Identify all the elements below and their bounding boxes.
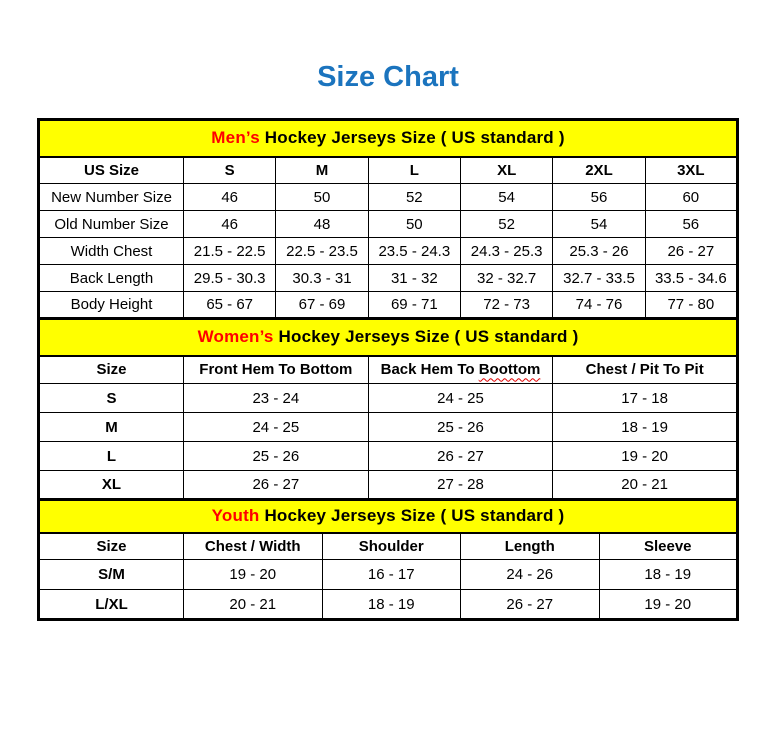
column-header: US Size [39,157,184,184]
row-label: New Number Size [39,184,184,211]
mens-title-text: Hockey Jerseys Size ( US standard ) [259,128,565,148]
table-cell: 24 - 26 [461,560,600,590]
table-cell: 19 - 20 [553,442,738,471]
mens-table-title [39,120,738,157]
table-cell: 26 - 27 [461,590,600,620]
table-cell: 26 - 27 [368,442,553,471]
youth-title-text: Hockey Jerseys Size ( US standard ) [259,506,565,526]
table-cell: 60 [645,184,737,211]
table-cell: 25 - 26 [184,442,369,471]
table-cell: 27 - 28 [368,471,553,500]
row-label: Old Number Size [39,211,184,238]
table-row [39,238,738,265]
table-cell: 52 [368,184,460,211]
table-cell: 17 - 18 [553,384,738,413]
table-cell: 25 - 26 [368,413,553,442]
table-cell: 32 - 32.7 [460,265,552,292]
youth-title-highlight: Youth [211,506,260,526]
table-row [39,560,738,590]
table-cell: 50 [276,184,368,211]
column-header: M [276,157,368,184]
table-cell: 19 - 20 [184,560,323,590]
table-cell: 54 [553,211,645,238]
size-chart [37,118,739,621]
table-cell: 72 - 73 [460,292,552,319]
table-row [39,413,738,442]
row-label: Back Length [39,265,184,292]
column-header: Shoulder [322,533,461,560]
youth-size-table [37,498,739,621]
table-cell: 69 - 71 [368,292,460,319]
misspelled-word: Boottom [478,361,541,379]
table-cell: 19 - 20 [599,590,738,620]
mens-title-highlight: Men’s [211,128,260,148]
table-cell: 20 - 21 [184,590,323,620]
table-cell: 29.5 - 30.3 [184,265,276,292]
womens-title-highlight: Women’s [197,327,274,347]
row-label: L/XL [39,590,184,620]
row-label: S/M [39,560,184,590]
table-cell: 24.3 - 25.3 [460,238,552,265]
table-row [39,471,738,500]
youth-banner-row [39,500,738,533]
table-row [39,211,738,238]
table-cell: 32.7 - 33.5 [553,265,645,292]
mens-size-table [37,118,739,320]
table-cell: 26 - 27 [645,238,737,265]
page-title: Size Chart [317,61,459,93]
row-label: XL [39,471,184,500]
table-cell: 50 [368,211,460,238]
row-label: Width Chest [39,238,184,265]
table-cell: 21.5 - 22.5 [184,238,276,265]
youth-table-title [39,500,738,533]
column-header: Length [461,533,600,560]
column-header: Size [39,533,184,560]
table-cell: 46 [184,211,276,238]
table-cell: 31 - 32 [368,265,460,292]
table-cell: 52 [460,211,552,238]
column-header [368,356,553,384]
column-header: XL [460,157,552,184]
table-cell: 18 - 19 [599,560,738,590]
table-row [39,590,738,620]
table-cell: 54 [460,184,552,211]
womens-banner-row [39,319,738,356]
table-cell: 18 - 19 [322,590,461,620]
table-cell: 20 - 21 [553,471,738,500]
womens-title-text: Hockey Jerseys Size ( US standard ) [273,327,579,347]
column-header: Front Hem To Bottom [184,356,369,384]
table-cell: 24 - 25 [368,384,553,413]
column-header-text: Back Hem To [380,361,479,379]
column-header: Sleeve [599,533,738,560]
column-header: 3XL [645,157,737,184]
row-label: L [39,442,184,471]
table-cell: 56 [553,184,645,211]
column-header: Chest / Pit To Pit [553,356,738,384]
table-row [39,442,738,471]
mens-banner-row [39,120,738,157]
womens-table-title [39,319,738,356]
column-header: L [368,157,460,184]
column-header: Size [39,356,184,384]
table-cell: 22.5 - 23.5 [276,238,368,265]
table-cell: 18 - 19 [553,413,738,442]
table-cell: 16 - 17 [322,560,461,590]
table-row [39,265,738,292]
table-row [39,184,738,211]
table-cell: 74 - 76 [553,292,645,319]
row-label: S [39,384,184,413]
row-label: M [39,413,184,442]
table-cell: 48 [276,211,368,238]
table-row [39,384,738,413]
column-header: S [184,157,276,184]
womens-header-row [39,356,738,384]
table-cell: 46 [184,184,276,211]
table-cell: 23.5 - 24.3 [368,238,460,265]
column-header: 2XL [553,157,645,184]
table-cell: 67 - 69 [276,292,368,319]
column-header: Chest / Width [184,533,323,560]
table-cell: 23 - 24 [184,384,369,413]
womens-size-table [37,317,739,501]
table-cell: 33.5 - 34.6 [645,265,737,292]
table-cell: 77 - 80 [645,292,737,319]
mens-header-row [39,157,738,184]
table-row [39,292,738,319]
youth-header-row [39,533,738,560]
table-cell: 30.3 - 31 [276,265,368,292]
table-cell: 25.3 - 26 [553,238,645,265]
table-cell: 26 - 27 [184,471,369,500]
table-cell: 24 - 25 [184,413,369,442]
table-cell: 56 [645,211,737,238]
table-cell: 65 - 67 [184,292,276,319]
row-label: Body Height [39,292,184,319]
